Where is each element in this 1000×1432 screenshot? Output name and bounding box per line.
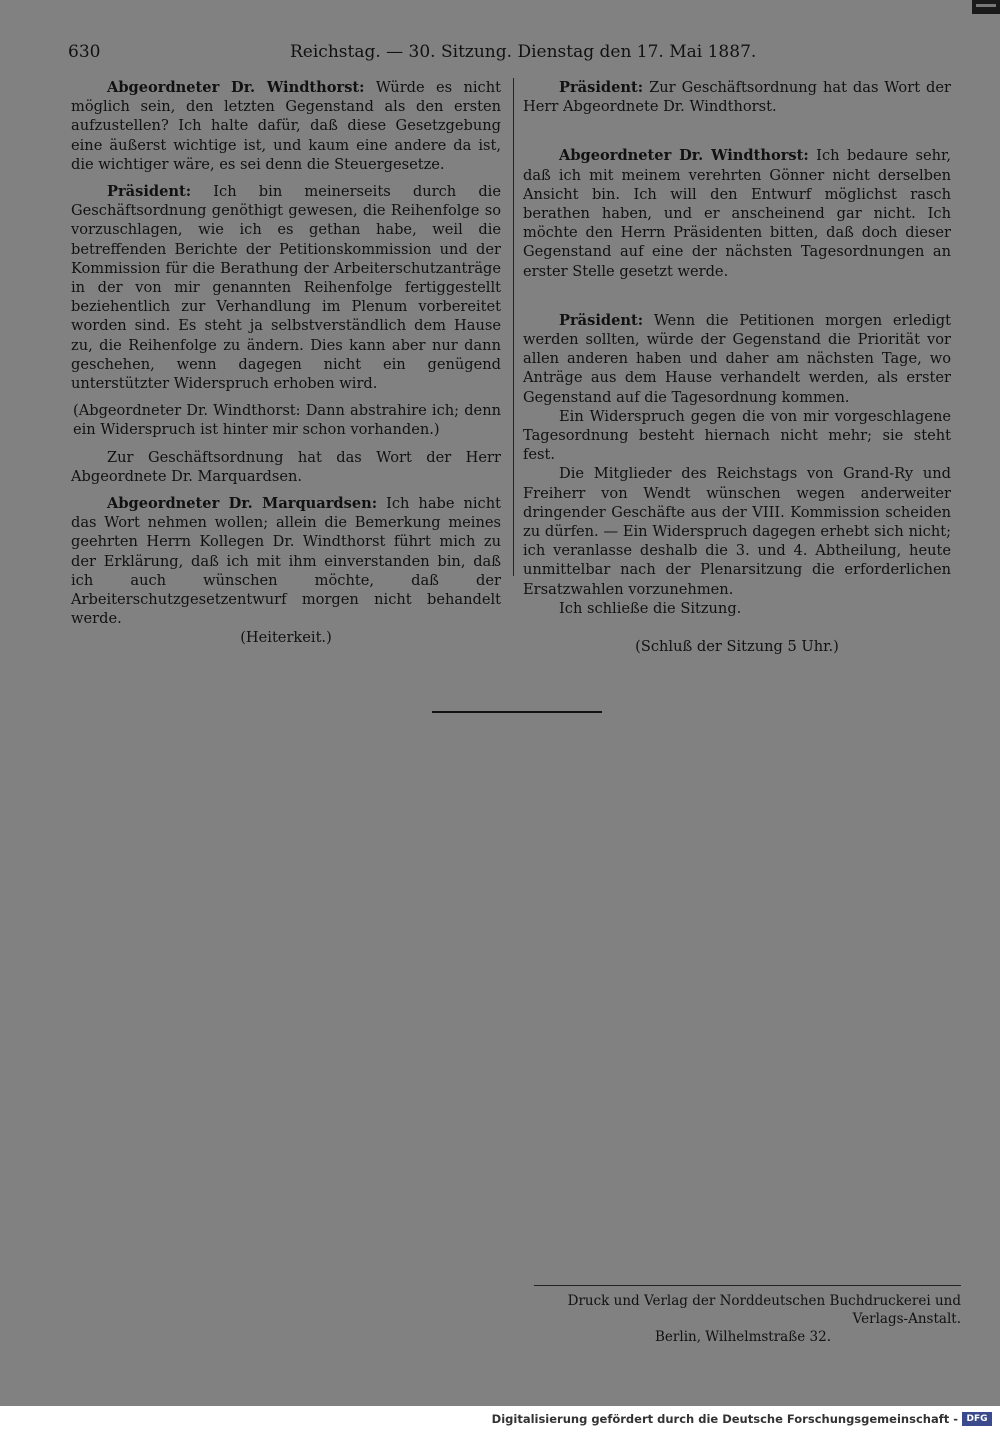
speech-text: Wenn die Petitionen morgen erledigt werden sollten, würde der Gegenstand die Priorität vor allen anderen haben und daher am nächsten Tage, wo Anträge aus dem Hause verhandelt werden, als erster Gegenstand auf die Tagesordnung kommen. (523, 311, 951, 406)
section-divider (432, 711, 602, 713)
imprint-rule (534, 1285, 961, 1286)
paragraph: Die Mitglieder des Reichstags von Grand-Ry und Freiherr von Wendt wünschen wegen anderweiter dringender Geschäfte aus der VIII. Kommission scheiden zu dürfen. — Ein Widerspruch dagegen erhebt sich nicht; ich veranlasse deshalb die 3. und 4. Abtheilung, heute unmittelbar nach der Plenarsitzung die erforderlichen Ersatzwahlen vorzunehmen. (523, 465, 951, 598)
right-column (523, 78, 951, 656)
paragraph (71, 78, 501, 174)
speaker-name: Abgeordneter Dr. Windthorst: (559, 147, 809, 165)
speaker-name: Präsident: (559, 79, 644, 96)
speech-text: Würde es nicht möglich sein, den letzten Gegenstand als den ersten aufzustellen? Ich halte dafür, daß diese Gesetzgebung eine äußerst wichtige ist, und kaum eine andere da ist, die wichtiger wäre, es sei denn die Steuergesetze. (71, 79, 501, 173)
paragraph (523, 311, 951, 407)
paragraph: Zur Geschäftsordnung hat das Wort der Herr Abgeordnete Dr. Marquardsen. (71, 448, 501, 485)
dfg-logo: DFG (962, 1412, 992, 1426)
speech-text: Zur Geschäftsordnung hat das Wort der Herr Abgeordnete Dr. Windthorst. (523, 79, 951, 116)
imprint-line: Druck und Verlag der Norddeutschen Buchdruckerei und Verlags-Anstalt. (567, 1293, 961, 1327)
speaker-name: Abgeordneter Dr. Marquardsen: (107, 495, 378, 513)
imprint-line: Berlin, Wilhelmstraße 32. (655, 1329, 831, 1345)
speaker-name: Präsident: (107, 183, 192, 201)
stage-direction: (Schluß der Sitzung 5 Uhr.) (635, 638, 839, 656)
paragraph: Ein Widerspruch gegen die von mir vorgeschlagene Tagesordnung besteht hiernach nicht mehr; sie steht fest. (523, 407, 951, 464)
interjection: (Abgeordneter Dr. Windthorst: Dann abstrahire ich; denn ein Widerspruch ist hinter mir schon vorhanden.) (73, 402, 501, 439)
paragraph: Ich schließe die Sitzung. (559, 599, 742, 617)
left-column (71, 78, 501, 648)
paragraph (523, 78, 951, 116)
page-number: 630 (68, 42, 101, 62)
printer-imprint (534, 1292, 961, 1346)
column-rule (513, 78, 514, 576)
funding-note: Digitalisierung gefördert durch die Deutsche Forschungsgemeinschaft - (491, 1412, 958, 1426)
speech-text: Ich habe nicht das Wort nehmen wollen; allein die Bemerkung meines geehrten Herrn Kollegen Dr. Windthorst führt mich zu der Erklärung, daß ich mit ihm einverstanden bin, daß ich auch wünschen möchte, daß der Arbeiterschutzgesetzentwurf morgen nicht behandelt werde. (71, 495, 501, 628)
speech-text: Ich bin meinerseits durch die Geschäftsordnung genöthigt gewesen, die Reihenfolge so vorzuschlagen, wie ich es gethan habe, weil die betreffenden Berichte der Petitionskommission und der Kommission für die Berathung der Arbeiterschutzanträge in der von mir genannten Reihenfolge fertiggestellt beziehentlich zur Verhandlung im Plenum vorbereitet worden sind. Es steht ja selbstverständlich dem Hause zu, die Reihenfolge zu ändern. Dies kann aber nur dann geschehen, wenn dagegen nicht ein genügend unterstützter Widerspruch erhoben wird. (71, 183, 501, 393)
speaker-name: Abgeordneter Dr. Windthorst: (107, 79, 365, 96)
speaker-name: Präsident: (559, 311, 644, 329)
paragraph (523, 146, 951, 280)
running-title: Reichstag. — 30. Sitzung. Dienstag den 17. Mai 1887. (290, 42, 757, 62)
page-header (68, 42, 952, 66)
paragraph (71, 182, 501, 393)
scan-edge-mark (972, 0, 1000, 14)
paragraph (71, 494, 501, 628)
stage-direction: (Heiterkeit.) (240, 629, 332, 647)
speech-text: Ich bedaure sehr, daß ich mit meinem verehrten Gönner nicht derselben Ansicht bin. Ich will den Entwurf möglichst rasch berathen haben, und er anscheinend gar nicht. Ich möchte den Herrn Präsidenten bitten, daß doch dieser Gegenstand auf eine der nächsten Tagesordnungen an erster Stelle gesetzt werde. (523, 147, 951, 280)
